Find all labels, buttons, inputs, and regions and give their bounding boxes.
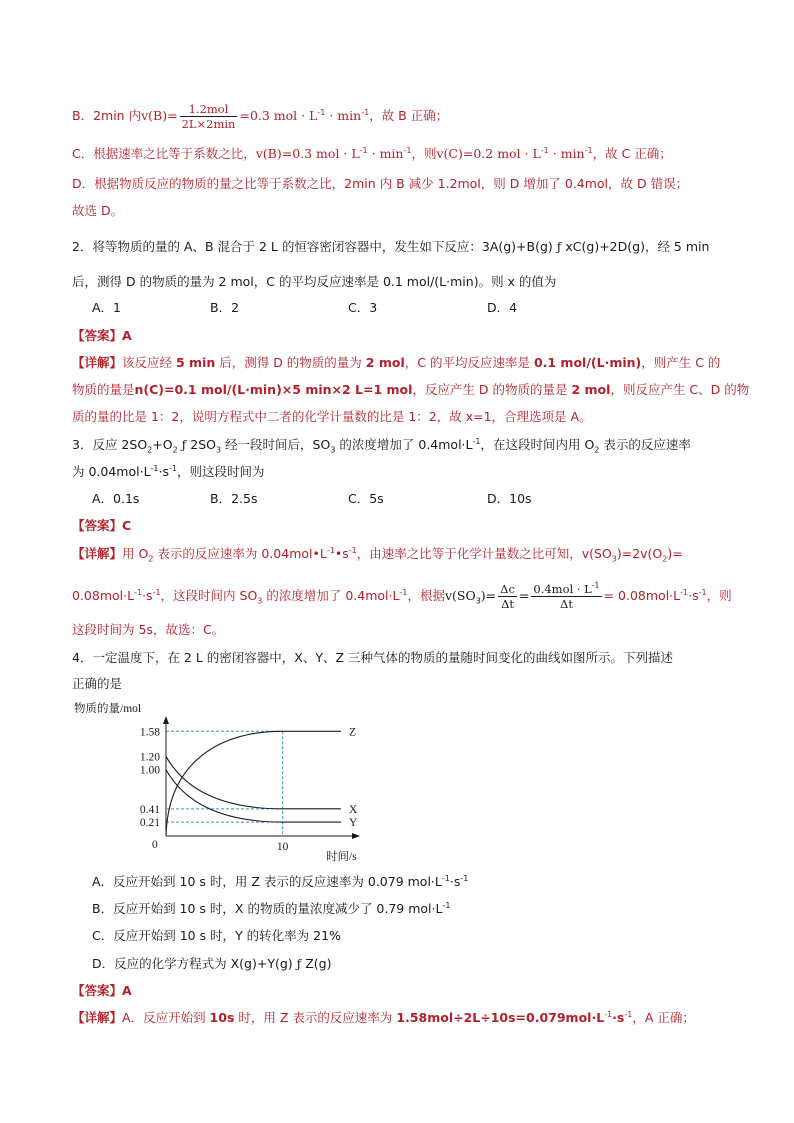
text: A．反应开始到 10 s 时，用 Z 表示的反应速率为 0.079 mol·L <box>92 874 442 889</box>
text: 2 mol <box>365 355 405 370</box>
equilibrium-symbol: ƒ <box>181 437 187 452</box>
answer-value: C <box>122 518 132 533</box>
text: ·s <box>688 588 699 603</box>
text: ，则反应产生 C、D 的物 <box>610 382 750 397</box>
y-axis-arrow <box>163 716 169 724</box>
text: ，则 <box>411 146 437 161</box>
text: 的浓度增加了 0.4mol·L <box>335 437 473 452</box>
q2-detail-line3: 质的量的比是 1：2，说明方程式中二者的化学计量数的比是 1：2，故 x=1，合理选项是 A。 <box>72 409 592 424</box>
q2-option-c: C．3 <box>348 300 378 315</box>
q3-detail-line3: 这段时间为 5s，故选：C。 <box>72 622 225 637</box>
series-labels <box>349 726 358 829</box>
text: Z(g) <box>301 956 332 971</box>
text: =0.3 mol · L <box>239 108 318 123</box>
q2-answer <box>72 327 132 345</box>
text: A．反应开始到 <box>122 1010 210 1025</box>
q3-stem-line2: 为 $0.04mol\cdot L^{-1}\cdot s^{-1}$，则这段时间为 <box>72 463 265 479</box>
text: 后，测得 D 的物质的量为 <box>215 355 366 370</box>
answer-value: A <box>122 983 132 998</box>
q2-option-b: B．2 <box>210 300 240 315</box>
y-tick-label: 0.21 <box>139 817 160 830</box>
text: · min <box>548 146 585 161</box>
text: v(B)=0.3 mol · L <box>255 146 360 161</box>
text: 用 O <box>122 546 149 561</box>
q1-option-b-line: B．2min 内v(B)= $\frac{\text{1.2mol}}{2L\times 2\min}$ =0.3 mol · $L^{-1} \cdot \min^{-1}$，故 B 正确； <box>72 102 449 131</box>
y-tick-label: 1.00 <box>139 764 160 777</box>
numerator: Δc <box>500 582 515 596</box>
numerator: 0.4mol · L <box>533 582 592 596</box>
x-axis-label: 时间/s <box>326 851 357 863</box>
q4-stem-line2: 正确的是 <box>72 676 123 691</box>
q4-option-c: C．反应开始到 10 s 时，Y 的转化率为 21% <box>92 928 341 943</box>
text: C．根据速率之比等于系数之比， <box>72 146 256 161</box>
fraction <box>180 102 238 131</box>
q2-stem-line1 <box>72 238 709 256</box>
text: )=2v(O <box>616 546 663 561</box>
q2-stem-line2: 后，测得 D 的物质的量为 2 mol，C 的平均反应速率是 0.1 mol/(L·min)。则 x 的值为 <box>72 274 557 289</box>
detail-label: 【详解】 <box>72 1010 123 1025</box>
text: ·s <box>612 1010 625 1025</box>
text: ·s <box>158 464 170 479</box>
q4-detail-line1: 【详解】A．反应开始到 10s 时，用 Z 表示的反应速率为 $1.58mol\div 2L\div 10s=0.079mol\cdot L^{-1}\cdot s^{-1}$，A 正确； <box>72 1009 695 1025</box>
guide-lines <box>166 731 283 836</box>
text: )= <box>480 588 497 603</box>
text: 10s <box>209 1010 235 1025</box>
text: 表示的反应速率为 0.04mol•L <box>153 546 327 561</box>
text: 0.1 mol/(L·min) <box>533 355 642 370</box>
text: ，根据 <box>407 588 445 603</box>
fraction: $\frac{0.4mol \cdot L^{-1}}{\Delta t}$ <box>533 581 600 611</box>
text: ·s <box>449 874 461 889</box>
text: xC(g)+2D(g)，经 5 min <box>561 239 710 254</box>
text: 的浓度增加了 0.4mol·L <box>262 588 400 603</box>
text: ·s <box>142 588 153 603</box>
q3-option-b: B．2.5s <box>210 491 258 506</box>
text: · min <box>367 146 404 161</box>
denominator: Δt <box>560 597 573 611</box>
text: 时，用 Z 表示的反应速率为 <box>234 1010 397 1025</box>
q4-amount-time-chart <box>72 700 372 870</box>
text: B．反应开始到 10 s 时，X 的物质的量浓度减少了 0.79 mol·L <box>92 901 443 916</box>
text: · min <box>325 108 362 123</box>
answer-label: 【答案】 <box>72 983 123 998</box>
y-tick-labels <box>140 726 160 829</box>
q3-option-a: A．0.1s <box>92 491 140 506</box>
series-label-Z: Z <box>349 726 357 739</box>
q2-option-a: A．1 <box>92 300 122 315</box>
q2-option-d: D．4 <box>487 300 518 315</box>
text: ，C 的平均反应速率是 <box>404 355 534 370</box>
text: 经一段时间后，SO <box>221 437 331 452</box>
text: 物质的量是 <box>72 382 135 397</box>
text: ，则产生 C 的 <box>641 355 721 370</box>
q2-detail-line1 <box>72 354 720 372</box>
text: •s <box>334 546 349 561</box>
series-curve-Y <box>166 770 341 822</box>
y-tick-label: 0.41 <box>139 803 160 816</box>
text: ，故 C 正确； <box>592 146 672 161</box>
q4-stem-line1: 4．一定温度下，在 2 L 的密闭容器中，X、Y、Z 三种气体的物质的量随时间变化的曲线如图所示。下列描述 <box>72 650 674 665</box>
text: 2．将等物质的量的 A、B 混合于 2 L 的恒容密闭容器中，发生如下反应：3A(g)+B(g) <box>72 239 557 254</box>
text: 该反应经 <box>122 355 176 370</box>
superscript: -1 <box>442 900 451 910</box>
y-tick-label: 1.58 <box>139 726 160 739</box>
text: ，故 B 正确； <box>369 108 449 123</box>
detail-label: 【详解】 <box>72 546 123 561</box>
text: v(B)= <box>141 108 178 123</box>
text: ，由速率之比等于化学计量数之比可知，v(SO <box>356 546 612 561</box>
text: 3．反应 2SO <box>72 437 148 452</box>
text: B．2min 内 <box>72 108 142 123</box>
answer-label: 【答案】 <box>72 328 123 343</box>
q1-option-d-line: D．根据物质反应的物质的量之比等于系数之比，2min 内 B 减少 1.2mol，则 D 增加了 0.4mol，故 D 错误； <box>72 176 689 191</box>
x-tick-labels <box>277 841 289 853</box>
text: = 0.08mol·L <box>603 588 681 603</box>
equilibrium-symbol: ƒ <box>556 239 562 254</box>
q4-option-a <box>92 873 468 891</box>
text: 表示的反应速率 <box>599 437 691 452</box>
text: ，A 正确； <box>632 1010 695 1025</box>
text: n(C)=0.1 mol/(L·min)×5 min×2 L=1 mol <box>134 382 413 397</box>
text: ，这段时间内 SO <box>160 588 258 603</box>
y-tick-label: 1.20 <box>139 751 160 764</box>
denominator: Δt <box>501 597 514 611</box>
q4-option-b <box>92 900 450 918</box>
denominator: 2L×2min <box>181 117 236 131</box>
q2-detail-line2 <box>72 381 749 399</box>
y-axis-label: 物质的量/mol <box>74 703 142 715</box>
q3-answer <box>72 517 131 535</box>
q4-option-d <box>92 955 332 973</box>
fraction <box>498 582 517 611</box>
text: +O <box>152 437 173 452</box>
x-tick-label: 10 <box>276 841 289 853</box>
x-axis-arrow <box>352 833 360 839</box>
origin-label: 0 <box>152 839 158 851</box>
numerator: 1.2mol <box>180 102 238 117</box>
q1-select-line: 故选 D。 <box>72 203 124 218</box>
series-curves <box>166 731 341 836</box>
text: v(SO <box>444 588 476 603</box>
text: 5 min <box>176 355 216 370</box>
text: ，反应产生 D 的物质的量是 <box>412 382 572 397</box>
text: ，则 <box>706 588 732 603</box>
superscript: -1 <box>441 873 450 883</box>
answer-label: 【答案】 <box>72 518 123 533</box>
series-label-Y: Y <box>349 817 358 830</box>
text: 0.08mol·L <box>72 588 135 603</box>
answer-value: A <box>122 328 132 343</box>
q1-option-c-line: C．根据速率之比等于系数之比，v(B)=0.3 mol · $L^{-1} \cdot \min^{-1}$，则v(C)=0.2 mol · $L^{-1} \cdot \min^{-1}$，故 C 正确； <box>72 145 672 161</box>
q4-answer <box>72 982 132 1000</box>
text: 2SO <box>186 437 216 452</box>
text: )= <box>667 546 683 561</box>
text: ，则这段时间为 <box>177 464 265 479</box>
text: ，在这段时间内用 O <box>480 437 595 452</box>
series-label-X: X <box>349 803 358 816</box>
q3-option-c: C．5s <box>348 491 384 506</box>
text: 1.58mol÷2L÷10s=0.079mol·L <box>396 1010 605 1025</box>
q3-detail-line2: $0.08mol\cdot L^{-1}\cdot s^{-1}$，这段时间内 $SO_3$ 的浓度增加了 $0.4mol\cdot L^{-1}$，根据$v(SO_3)=$ $\frac{\Delta c}{\Delta t}$ = $\frac{0.4mol \cdot L^{-1}}{\Delta t}$ = $0.08mol\cdot L^{-1}\cdot s^{-1}$，则 <box>72 581 732 611</box>
text: 为 0.04mol·L <box>72 464 151 479</box>
text: v(C)=0.2 mol · L <box>436 146 541 161</box>
q3-option-d: D．10s <box>487 491 532 506</box>
q3-detail-line1: 【详解】用 $O_2$ 表示的反应速率为 $0.04mol•L^{-1}•s^{-1}$，由速率之比等于化学计量数之比可知，$v(SO_3)=2v(O_2)=$ <box>72 545 683 564</box>
detail-label: 【详解】 <box>72 355 123 370</box>
text: 2 mol <box>571 382 611 397</box>
q3-stem-line1: 3．反应 $2SO_2+O_2$ ƒ $2SO_3$ 经一段时间后，$SO_3$ 的浓度增加了 $0.4mol\cdot L^{-1}$，在这段时间内用 $O_2$ 表示的反应速率 <box>72 436 691 455</box>
text: D．反应的化学方程式为 X(g)+Y(g) <box>92 956 297 971</box>
equilibrium-symbol: ƒ <box>296 956 302 971</box>
superscript: -1 <box>460 873 469 883</box>
